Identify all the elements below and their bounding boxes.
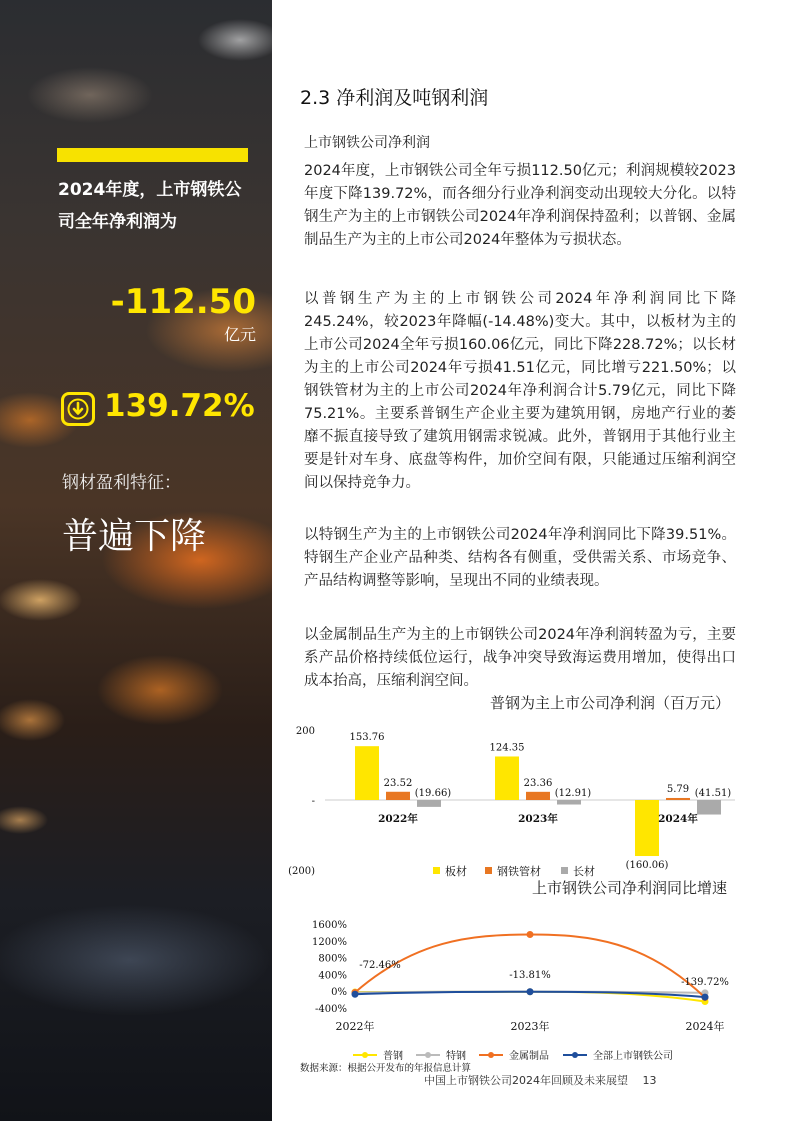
- bar-长材: [417, 800, 441, 807]
- y-tick-label: (200): [288, 866, 315, 877]
- legend-marker-普钢: [362, 1052, 368, 1058]
- y-tick-label: -: [311, 796, 315, 807]
- bar-钢铁管材: [386, 792, 410, 800]
- bar-长材: [697, 800, 721, 815]
- line-chart: [285, 910, 745, 1062]
- legend-label-金属制品: 金属制品: [509, 1051, 549, 1062]
- y-tick-label: 400%: [318, 970, 347, 982]
- point-全部上市钢铁公司: [702, 994, 709, 1001]
- line-chart-title: 上市钢铁公司净利润同比增速: [532, 879, 728, 897]
- legend-label-板材: 板材: [445, 865, 467, 878]
- x-category-label: 2022年: [335, 1020, 375, 1033]
- point-label: -139.72%: [681, 977, 729, 988]
- net-profit-number: -112.50: [110, 282, 256, 322]
- line-金属制品: [355, 935, 705, 998]
- legend-label-长材: 长材: [573, 865, 595, 878]
- data-label: (12.91): [554, 788, 592, 799]
- paragraph-3: 以特钢生产为主的上市钢铁公司2024年净利润同比下降39.51%。特钢生产企业产品种类、结构各有侧重，受供需关系、市场竞争、产品结构调整等影响，呈现出不同的业绩表现。: [304, 527, 736, 589]
- legend-label-钢铁管材: 钢铁管材: [497, 865, 541, 878]
- data-label: (160.06): [625, 860, 669, 872]
- legend-swatch-长材: [561, 867, 568, 874]
- x-category-label: 2022年: [378, 813, 418, 825]
- bar-板材: [355, 746, 379, 800]
- subtitle: 上市钢铁公司净利润: [304, 135, 430, 151]
- point-label: -72.46%: [359, 960, 401, 971]
- point-label: -13.81%: [509, 970, 551, 981]
- bar-chart: [285, 715, 745, 880]
- y-tick-label: 0%: [331, 987, 347, 999]
- legend-marker-金属制品: [488, 1052, 494, 1058]
- feature-value: 普遍下降: [62, 516, 207, 557]
- data-label: 124.35: [489, 742, 525, 754]
- section-title: 2.3 净利润及吨钢利润: [300, 87, 489, 109]
- data-label: (19.66): [414, 788, 452, 799]
- x-category-label: 2023年: [510, 1020, 550, 1033]
- bar-钢铁管材: [526, 792, 550, 800]
- legend-marker-全部上市钢铁公司: [572, 1052, 578, 1058]
- legend-swatch-板材: [433, 867, 440, 874]
- headline: 2024年度，上市钢铁公司全年净利润为: [58, 180, 242, 232]
- page-footer: 中国上市钢铁公司2024年回顾及未来展望 13: [424, 1074, 657, 1087]
- bar-钢铁管材: [666, 798, 690, 800]
- source-note: 数据来源：根据公开发布的年报信息计算: [300, 1063, 472, 1074]
- paragraph-1: 2024年度，上市钢铁公司全年亏损112.50亿元；利润规模较2023年度下降139.72%，而各细分行业净利润变动出现较大分化。以特钢生产为主的上市钢铁公司2024年净利润保持盈利；以普钢、金属制品生产为主的上市公司2024年整体为亏损状态。: [304, 163, 736, 248]
- legend-swatch-钢铁管材: [485, 867, 492, 874]
- x-category-label: 2024年: [658, 813, 698, 825]
- data-label: 23.52: [383, 777, 413, 789]
- yellow-accent-bar: [57, 148, 248, 162]
- legend-label-全部上市钢铁公司: 全部上市钢铁公司: [593, 1051, 673, 1062]
- feature-label: 钢材盈利特征：: [62, 473, 181, 493]
- x-category-label: 2023年: [518, 813, 558, 825]
- cover-image-panel: [0, 0, 272, 1121]
- point-金属制品: [527, 931, 534, 938]
- data-label: 23.36: [523, 777, 553, 789]
- legend-marker-特钢: [425, 1052, 431, 1058]
- data-label: 5.79: [666, 783, 690, 795]
- x-category-label: 2024年: [685, 1020, 725, 1033]
- data-label: (41.51): [694, 788, 732, 799]
- y-tick-label: 800%: [318, 953, 347, 965]
- bar-长材: [557, 800, 581, 805]
- bar-chart-title: 普钢为主上市公司净利润（百万元）: [490, 694, 731, 712]
- bar-板材: [495, 756, 519, 800]
- unit-label: 亿元: [223, 325, 256, 344]
- data-label: 153.76: [349, 732, 385, 744]
- y-tick-label: 200: [295, 726, 315, 737]
- legend-label-特钢: 特钢: [446, 1051, 466, 1062]
- legend-label-普钢: 普钢: [383, 1051, 403, 1062]
- point-全部上市钢铁公司: [352, 991, 359, 998]
- point-全部上市钢铁公司: [527, 988, 534, 995]
- bar-板材: [635, 800, 659, 856]
- down-arrow-icon: [61, 392, 95, 426]
- decline-percent: 139.72%: [104, 388, 255, 424]
- y-tick-label: 1600%: [312, 920, 347, 931]
- paragraph-4: 以金属制品生产为主的上市钢铁公司2024年净利润转盈为亏，主要系产品价格持续低位运行，战争冲突导致海运费用增加，使得出口成本抬高，压缩利润空间。: [304, 627, 736, 689]
- y-tick-label: 1200%: [312, 936, 347, 948]
- paragraph-2: 以普钢生产为主的上市钢铁公司2024年净利润同比下降245.24%，较2023年降幅(-14.48%)变大。其中，以板材为主的上市公司2024全年亏损160.06亿元，同比下降228.72%；以长材为主的上市公司2024年亏损41.51亿元，同比增亏221.50%；以钢铁管材为主的上市公司2024年净利润合计5.79亿元，同比下降75.21%。主要系普钢生产企业主要为建筑用钢，房地产行业的萎靡不振直接导致了建筑用钢需求锐减。此外，普钢用于其他行业主要是针对车身、底盘等构件，加价空间有限，只能通过压缩利润空间以保持竞争力。: [304, 291, 736, 491]
- y-tick-label: -400%: [315, 1004, 347, 1015]
